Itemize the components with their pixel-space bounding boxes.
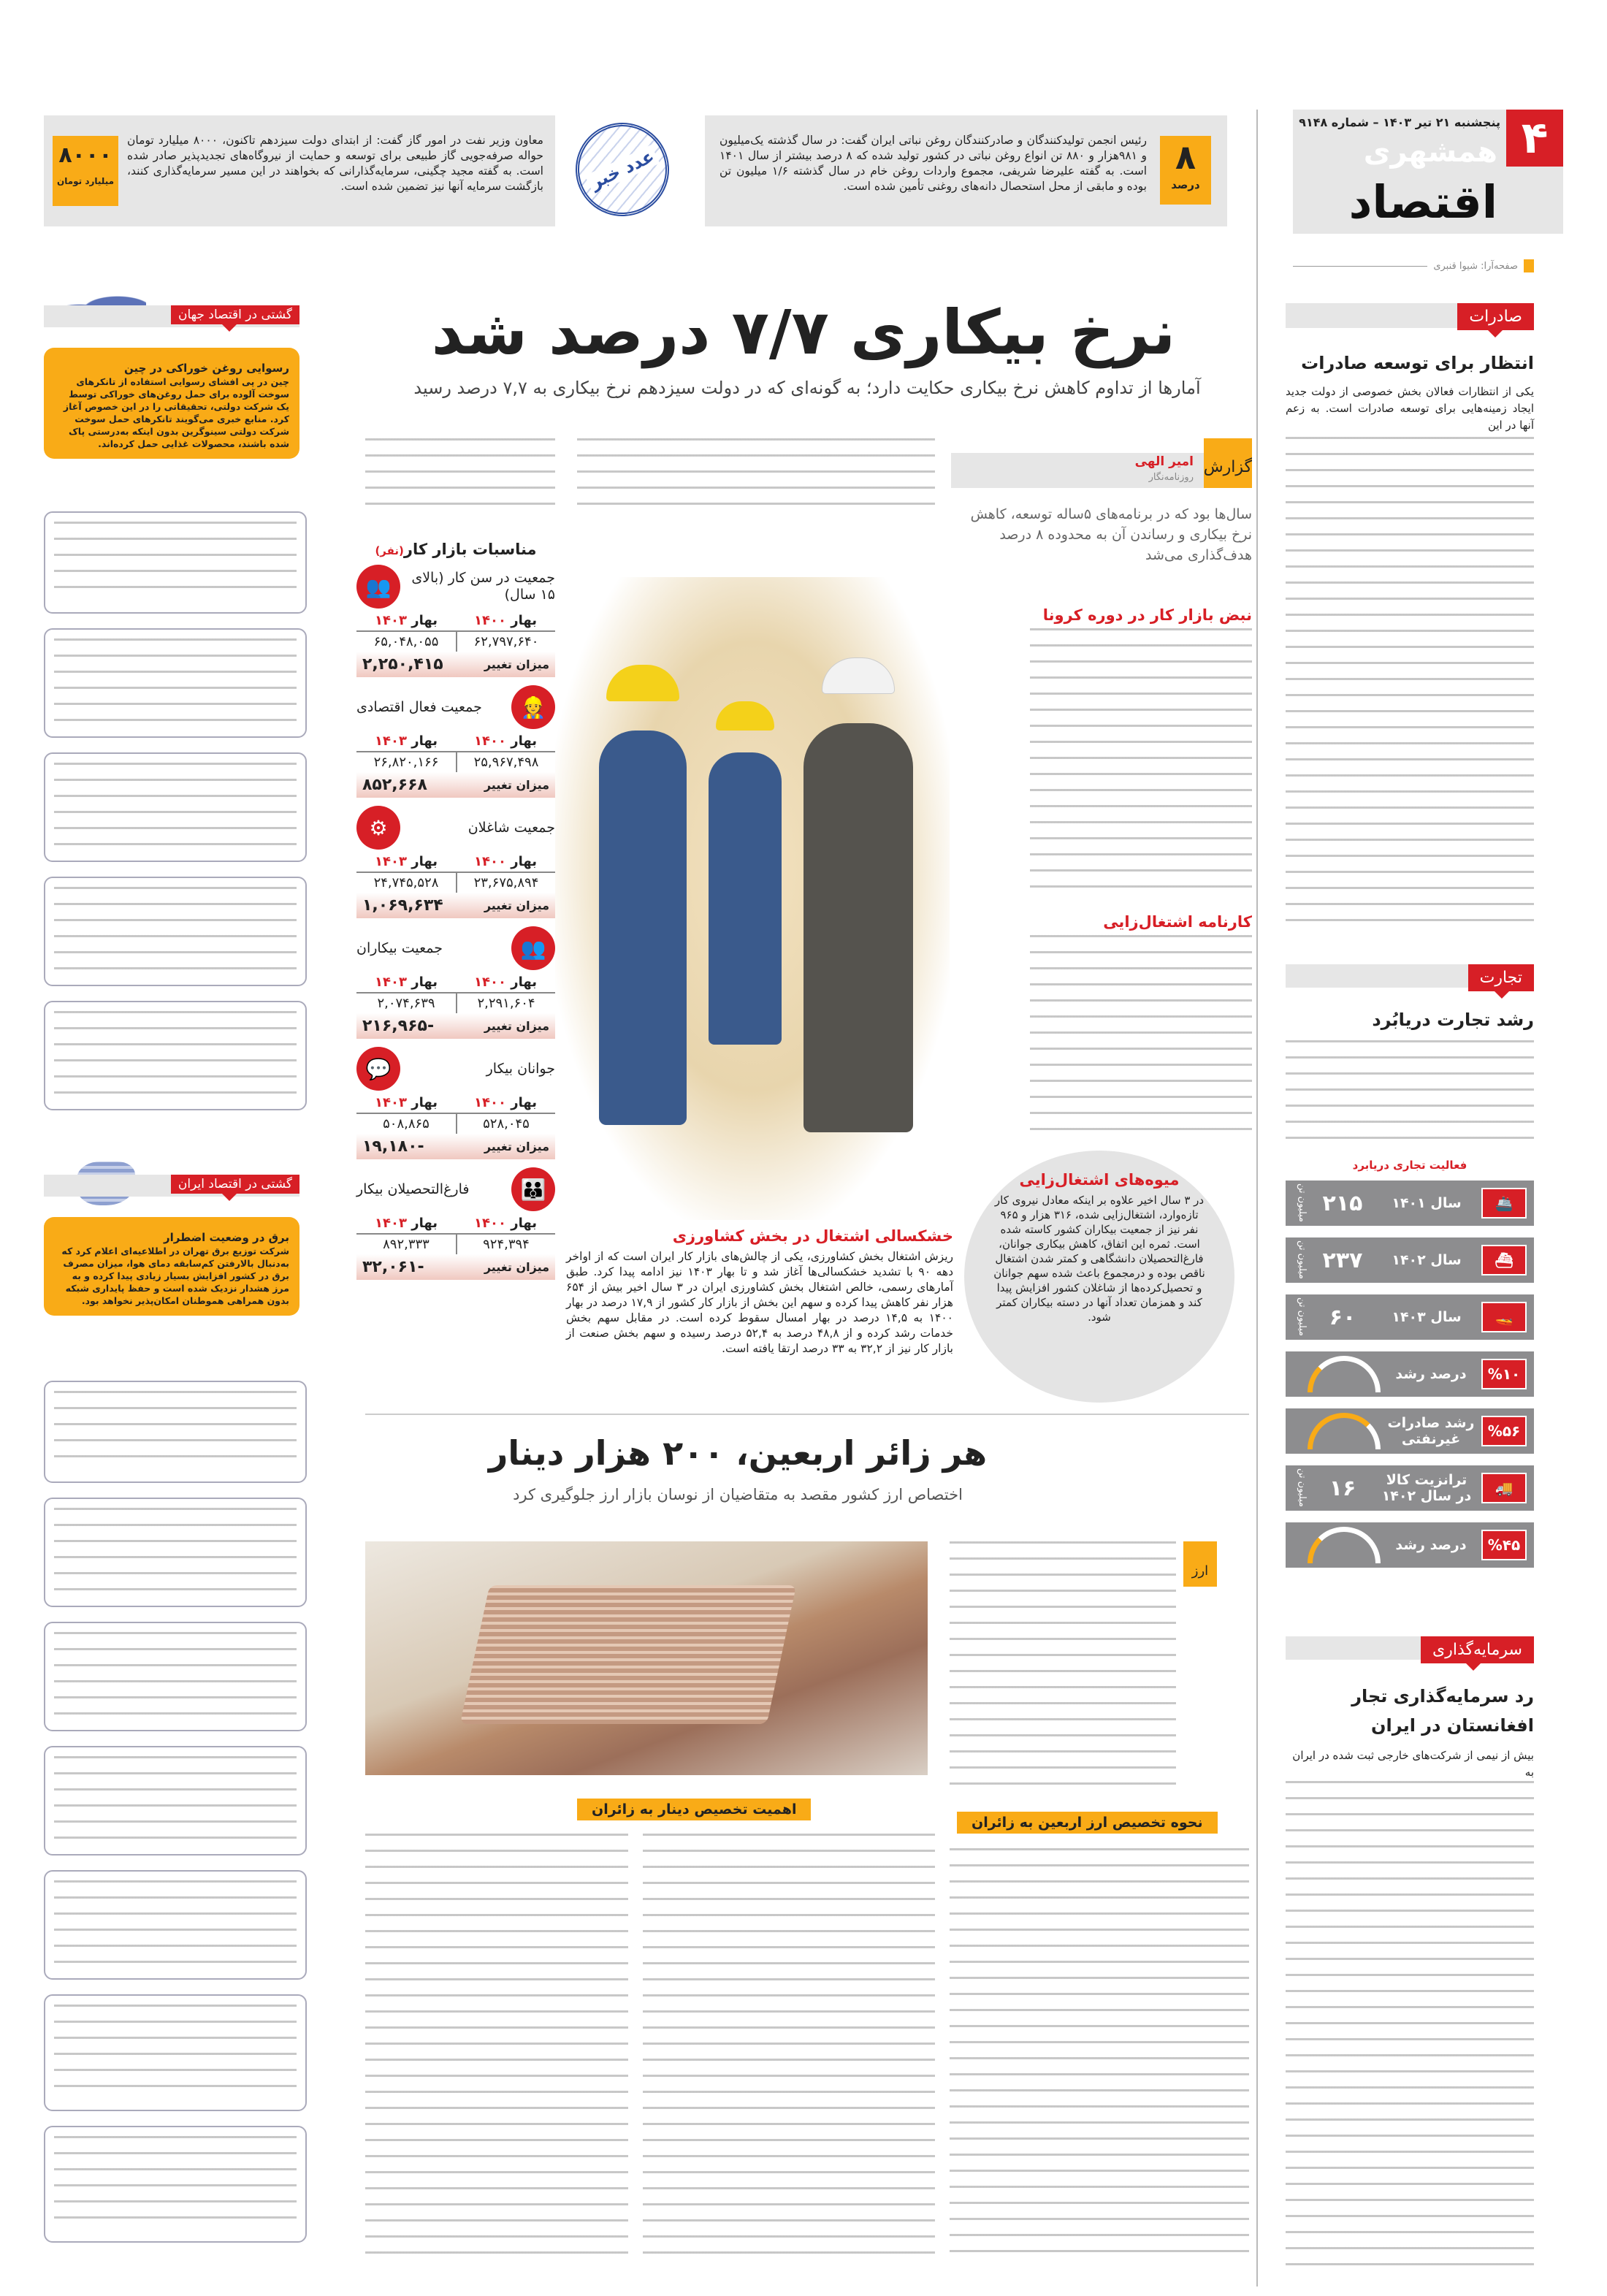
infographic-row [356,924,555,1039]
trade-stat-row [1286,1237,1534,1283]
masthead [1293,110,1563,234]
news-box [44,1746,307,1856]
infographic-title: مناسبات بازار کار(نفر) [375,541,537,558]
infographic-row [356,562,555,677]
article-lead: یکی از انتظارات فعالان بخش خصوصی از دولت جدید ایجاد زمینه‌هایی برای توسعه صادرات است. به زعم آنها در این [1286,385,1534,432]
article-text [365,438,555,511]
author-role: روزنامه‌نگار [1148,472,1194,483]
news-box [44,1381,307,1483]
number-badge: ۸۰۰۰ میلیارد تومان [53,136,118,206]
unit-label: میلیون تن [1297,1468,1308,1508]
stat-label: درصد رشد [1395,1537,1467,1553]
percent-badge: %۴۵ [1481,1530,1527,1560]
world-feature: رسوایی روغن خوراکی در چین چین در پی افشای رسوایی استفاده از تانکرهای سوخت آلوده برای حمل روغن‌های خوراکی توسط یک شرکت دولتی، تحقیقاتی را در این خصوص آغاز کرد. منابع خبری می‌گویند تانکرهای حمل سوخت شرکت دولتی سینوگرین بدون اینکه به‌درستی پاک شده باشند، محصولات غذایی حمل کرده‌اند. [44,348,299,459]
arbaeen-subtitle: اختصاص ارز کشور مقصد به متقاضیان از نوسان بازار ارز جلوگیری کرد [513,1486,963,1503]
value-1403: ۶۵,۰۴۸,۰۵۵ [373,634,439,649]
cruise-ship-icon: 🚢 [1481,1188,1527,1218]
year-header: بهار ۱۴۰۳ [375,733,438,749]
year-header: بهار ۱۴۰۰ [474,975,537,990]
news-box [44,1622,307,1731]
subheading-banner: نحوه تخصیص ارز اربعین به زائران [957,1812,1218,1834]
section-logo: اقتصاد [1348,175,1497,229]
change-label: میزان تغییر [484,778,549,792]
speech-icon: 💬 [356,1047,400,1091]
workers-icon: 👷 [511,685,555,729]
trade-stat-row [1286,1408,1534,1454]
growth-gauge [1308,1527,1381,1563]
row-label: جوانان بیکار [486,1060,555,1077]
exports-section [1286,303,1534,934]
year-header: بهار ۱۴۰۰ [474,733,537,749]
stat-value: ۲۱۵ [1322,1190,1363,1216]
year-header: بهار ۱۴۰۰ [474,613,537,628]
row-label: جمعیت فعال اقتصادی [356,698,482,715]
trade-stat-row [1286,1294,1534,1340]
main-headline: نرخ بیکاری ۷/۷ درصد شد [431,297,1176,368]
number-news-2 [44,115,555,226]
money-photo [365,1541,928,1775]
stat-label: رشد صادرات غیرنفتی [1387,1415,1475,1447]
section-tag: سرمایه‌گذاری [1421,1636,1534,1663]
change-value: -۱۹,۱۸۰ [362,1137,424,1156]
boat-icon: 🚤 [1481,1302,1527,1332]
trade-section [1286,964,1534,1579]
infographic-row [356,1045,555,1159]
world-section: گشتی در اقتصاد جهان رسوایی روغن خوراکی در چین چین در پی افشای رسوایی استفاده از تانکرهای سوخت آلوده برای حمل روغن‌های خوراکی توسط یک شرکت دولتی، تحقیقاتی را در این خصوص آغاز کرد. منابع خبری می‌گویند تانکرهای حمل سوخت شرکت دولتی سینوگرین بدون اینکه به‌درستی پاک شده باشند، محصولات غذایی حمل کرده‌اند. [44,292,299,459]
article-text [950,1541,1176,1790]
year-header: بهار ۱۴۰۳ [375,1095,438,1110]
main-subtitle: آمارها از تداوم کاهش نرخ بیکاری حکایت دارد؛ به گونه‌ای که در دولت سیزدهم نرخ بیکاری به ۷,۷ درصد رسید [413,378,1201,398]
page-number: ۴ [1506,110,1563,167]
chart-title: فعالیت تجاری دریابرد [1352,1159,1467,1172]
meeting-icon: 👥 [511,926,555,970]
arbaeen-kicker: ارز [1183,1541,1217,1587]
unit-label: میلیون تن [1297,1183,1308,1223]
number-news-text: معاون وزیر نفت در امور گاز گفت: از ابتدای دولت سیزدهم تاکنون، ۸۰۰۰ میلیارد تومان حواله صرفه‌جویی گاز طبیعی برای توسعه و حمایت از نیروگاه‌های تجدیدپذیر صادر شده است. به گفته مجید چگینی، سرمایه‌گذارانی که بخواهند در این مسیر سرمایه‌گذاری کنند، بازگشت سرمایه آنها نیز تضمین شده است. [127,134,543,193]
invest-section [1286,1636,1534,2278]
stat-value: ۱۶ [1329,1475,1356,1501]
article-text [365,1834,628,2257]
row-label: جمعیت در سن کار (بالای ۱۵ سال) [411,570,555,603]
row-label: جمعیت شاغلان [467,819,555,836]
value-1400: ۶۲,۷۹۷,۶۴۰ [456,632,555,652]
infographic-row [356,683,555,798]
growth-gauge [1308,1356,1381,1392]
infographic-row [356,1165,555,1280]
year-header: بهار ۱۴۰۰ [474,1095,537,1110]
report-kicker: گزارش امیر الهی روزنامه‌نگار [951,453,1252,488]
crowd-icon: 👥 [356,565,400,609]
brand-logo: همشهری [1363,135,1497,169]
subheading: کارنامه اشتغال‌زایی [1103,913,1252,931]
change-value: -۳۲,۰۶۱ [362,1258,424,1276]
change-label: میزان تغییر [484,1140,549,1153]
trade-stat-row [1286,1522,1534,1568]
stat-label: سال ۱۴۰۳ [1392,1309,1462,1325]
change-value: ۲,۲۵۰,۴۱۵ [362,655,443,674]
trade-stat-row [1286,1181,1534,1226]
news-box [44,2126,307,2243]
article-lead: بیش از نیمی از شرکت‌های خارجی ثبت شده در ایران به [1292,1749,1534,1779]
value-1400: ۵۲۸,۰۴۵ [456,1114,555,1134]
value-1400: ۹۲۴,۳۹۴ [456,1235,555,1254]
iran-section: گشتی در اقتصاد ایران برق در وضعیت اضطرار شرکت توزیع برق تهران در اطلاعیه‌ای اعلام کرد که به‌دنبال بالارفتن کم‌سابقه دمای هوا، میزان مصرف برق در کشور افزایش بسیار زیادی پیدا کرده و به مرز هشدار نزدیک شده است و حفظ پایداری شبکه بدون همراهی هموطنان امکان‌پذیر نخواهد بود. [44,1162,299,1316]
farm-box: خشکسالی اشتغال در بخش کشاورزی ریزش اشتغال بخش کشاورزی، یکی از چالش‌های بازار کار ایران است که از اواخر دهه ۹۰ با تشدید خشکسالی‌ها آغاز شد و تا بهار ۱۴۰۳ نیز ادامه پیدا کرد. طبق آمارهای رسمی، خالص اشتغال بخش کشاورزی ایران در ۳ سال اخیر بیش از ۶۵۴ هزار نفر کاهش پیدا کرده و سهم این بخش از بازار کار کشور از ۱۷,۹ درصد در بهار ۱۴۰۰ به ۱۴,۵ درصد در بهار امسال سقوط کرده است. در مقابل سهم بخش خدمات رشد کرده و از ۴۸,۸ درصد به ۵۲,۴ درصد رسیده و سهم بخش صنعت از بازار کار نیز از ۳۲,۲ به ۳۳ درصد ارتقا یافته است. [566,1227,953,1355]
change-value: -۲۱۶,۹۶۵ [362,1017,435,1035]
number-badge: ۸ درصد [1160,136,1211,205]
year-header: بهار ۱۴۰۳ [375,1216,438,1231]
change-label: میزان تغییر [484,657,549,671]
change-value: ۱,۰۶۹,۶۳۴ [362,896,443,915]
value-1400: ۲,۲۹۱,۶۰۴ [456,993,555,1013]
cargo-ship-icon: ⛴ [1481,1245,1527,1275]
change-label: میزان تغییر [484,1019,549,1033]
stat-value: ۶۰ [1329,1304,1356,1330]
unit-label: میلیون تن [1297,1240,1308,1280]
workers-illustration [555,577,950,1220]
news-box [44,1870,307,1980]
group-icon: 👪 [511,1167,555,1211]
labor-infographic [356,541,555,1286]
news-box [44,1498,307,1607]
value-1403: ۸۹۲,۳۳۳ [383,1237,430,1252]
stat-label: درصد رشد [1395,1366,1467,1382]
article-text [577,438,935,511]
value-1403: ۲۶,۸۲۰,۱۶۶ [373,755,439,770]
unit-label: میلیون تن [1297,1297,1308,1337]
section-tag: صادرات [1457,303,1534,330]
news-box [44,752,307,862]
change-label: میزان تغییر [484,1260,549,1274]
column-divider [1256,110,1258,2287]
growth-gauge [1308,1413,1381,1449]
year-header: بهار ۱۴۰۰ [474,854,537,869]
trade-stat-row [1286,1465,1534,1511]
value-1403: ۵۰۸,۸۶۵ [383,1116,430,1132]
section-tag: تجارت [1468,964,1534,991]
number-news-1 [705,115,1227,226]
infographic-row [356,804,555,918]
divider [365,1414,1249,1415]
stamp-badge: عدد خبر [560,107,684,232]
stat-label: سال ۱۴۰۲ [1392,1252,1462,1268]
stat-value: ۲۳۷ [1322,1247,1363,1273]
iran-feature: برق در وضعیت اضطرار شرکت توزیع برق تهران در اطلاعیه‌ای اعلام کرد که به‌دنبال بالارفتن کم‌سابقه دمای هوا، میزان مصرف برق در کشور افزایش بسیار زیادی پیدا کرده و به مرز هشدار نزدیک شده است و حفظ پایداری شبکه بدون همراهی هموطنان امکان‌پذیر نخواهد بود. [44,1217,299,1316]
value-1403: ۲,۰۷۴,۶۳۹ [377,996,435,1011]
news-box [44,1994,307,2111]
subheading: نبض بازار کار در دوره کرونا [1042,606,1252,624]
trade-stat-row [1286,1351,1534,1397]
change-value: ۸۵۲,۶۶۸ [362,776,427,794]
value-1400: ۲۳,۶۷۵,۸۹۴ [456,873,555,893]
news-box [44,877,307,986]
fruits-circle: میوه‌های اشتغال‌زایی در ۳ سال اخیر علاوه بر اینکه معادل نیروی کار تازه‌وارد، اشتغال‌زایی شده، ۳۱۶ هزار و ۹۶۵ نفر نیز از جمعیت بیکاران کشور کاسته شده است. ثمره این اتفاق، کاهش بیکاری جوانان، فارغ‌التحصیلان دانشگاهی و کمتر شدن اشتغال ناقص بوده و درمجموع باعث شده سهم جوانان و تحصیل‌کرده‌ها از شاغلان کشور افزایش پیدا کند و همزمان تعداد آنها در دسته بیکاران کمتر شود. [964,1151,1234,1403]
report-lead: سال‌ها بود که در برنامه‌های ۵ساله توسعه، کاهش نرخ بیکاری و رساندن آن به محدوده ۸ درصد هدف‌گذاری می‌شد [970,506,1252,563]
value-1403: ۲۴,۷۴۵,۵۲۸ [373,875,439,890]
value-1400: ۲۵,۹۶۷,۴۹۸ [456,752,555,772]
article-title: رد سرمایه‌گذاری تجار افغانستان در ایران [1351,1686,1534,1736]
report-column [1030,606,1252,1140]
news-box [44,628,307,738]
news-box [44,1001,307,1110]
article-title: انتظار برای توسعه صادرات [1301,353,1534,373]
truck-icon: 🚚 [1481,1473,1527,1503]
number-news-text: رئیس انجمن تولیدکنندگان و صادرکنندگان روغن نباتی ایران گفت: در سال گذشته یک‌میلیون و ۹۸۱هزار و ۸۸۰ تن انواع روغن نباتی در کشور تولید شده که ۸ درصد بیشتر از سال ۱۴۰۱ است. به گفته علیرضا شریفی، مجموع واردات روغن خام در سال گذشته ۱/۶ میلیون تن بوده و مابقی از محل استحصال دانه‌های روغنی تأمین شده است. [719,134,1147,193]
article-title: رشد تجارت دریابُرد [1372,1010,1534,1030]
article-text [950,1848,1249,2257]
year-header: بهار ۱۴۰۳ [375,613,438,628]
stat-label: ترانزیت کالا در سال ۱۴۰۲ [1381,1472,1472,1504]
change-label: میزان تغییر [484,899,549,912]
row-label: جمعیت بیکاران [356,939,443,956]
news-box [44,511,307,614]
percent-badge: %۱۰ [1481,1359,1527,1389]
year-header: بهار ۱۴۰۰ [474,1216,537,1231]
row-label: فارغ‌التحصیلان بیکار [356,1181,470,1197]
stat-label: سال ۱۴۰۱ [1392,1195,1462,1211]
layout-credit: صفحه‌آرا: شیوا قنبری [1293,259,1534,272]
head-gears-icon: ⚙ [356,806,400,850]
issue-date: پنجشنبه ۲۱ تیر ۱۴۰۳ – شماره ۹۱۴۸ [1299,115,1500,129]
percent-badge: %۵۶ [1481,1416,1527,1446]
year-header: بهار ۱۴۰۳ [375,854,438,869]
subheading-banner: اهمیت تخصیص دینار به زائران [577,1799,811,1820]
author-name: امیر الهی [1134,454,1194,469]
article-text [643,1834,935,2257]
arbaeen-headline: هر زائر اربعین، ۲۰۰ هزار دینار [488,1433,988,1473]
year-header: بهار ۱۴۰۳ [375,975,438,990]
